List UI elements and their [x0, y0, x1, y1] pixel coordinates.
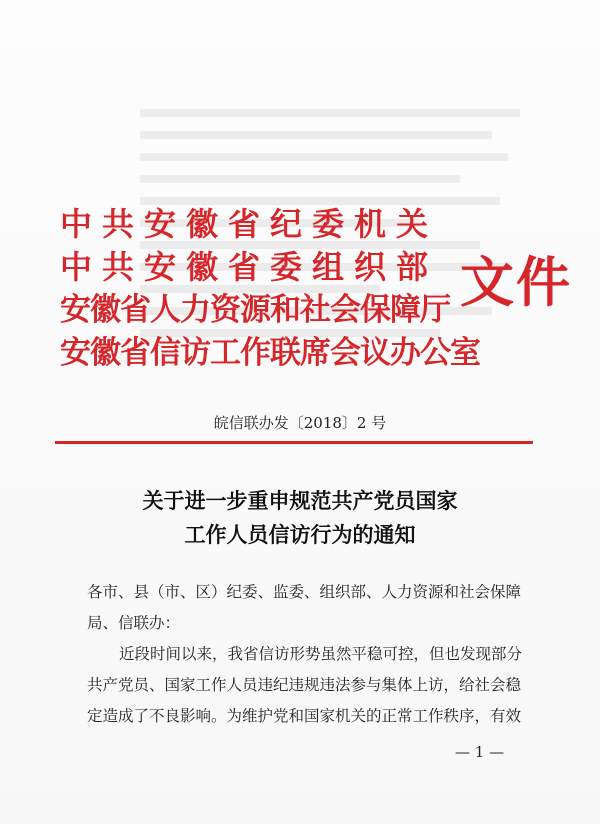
document-mark: 文件	[460, 250, 572, 314]
addressee: 各市、县（市、区）纪委、监委、组织部、人力资源和社会保障局、信联办：	[87, 583, 522, 632]
page-number: — 1 —	[455, 743, 505, 761]
issuing-organizations	[60, 203, 480, 375]
body-paragraph: 近段时间以来，我省信访形势虽然平稳可控，但也发现部分共产党员、国家工作人员违纪违规违法参与集体上访，给社会稳定造成了不良影响。为维护党和国家机关的正常工作秩序，有效	[87, 645, 523, 725]
issuer-line-4: 安徽省信访工作联席会议办公室	[60, 335, 480, 371]
issuer-line-1: 中共安徽省纪委机关	[60, 205, 439, 243]
issuer-line-2: 中共安徽省委组织部	[60, 248, 439, 286]
document-title-line-2: 工作人员信访行为的通知	[184, 523, 416, 547]
document-title-line-1: 关于进一步重申规范共产党员国家	[142, 489, 458, 513]
red-divider-line	[55, 441, 533, 444]
issuer-line-3: 安徽省人力资源和社会保障厅	[60, 292, 450, 328]
document-number: 皖信联办发〔2018〕2 号	[213, 414, 387, 432]
